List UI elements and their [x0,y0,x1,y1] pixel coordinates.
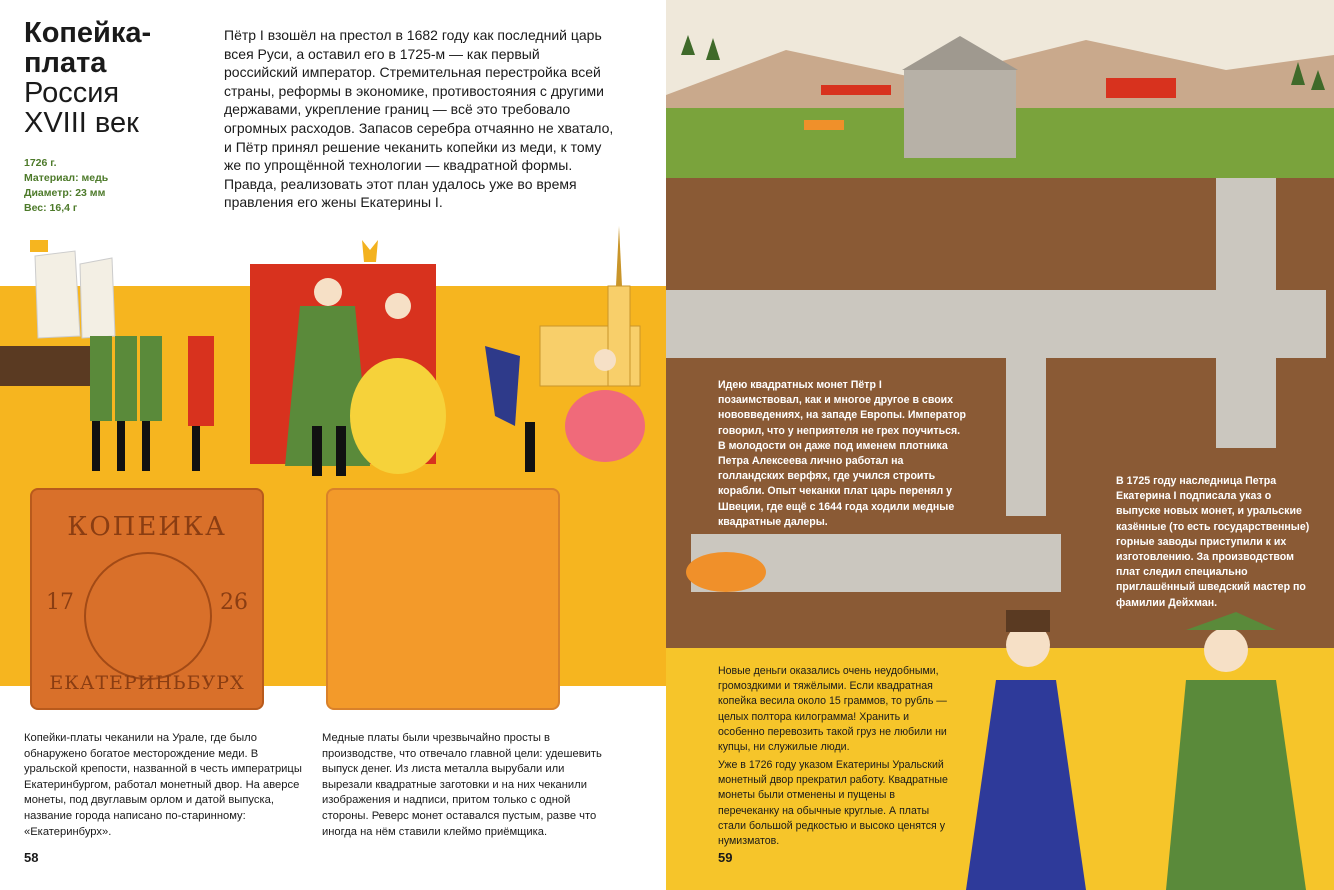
coin-year-left: 17 [46,590,74,615]
right-page [666,0,1334,890]
text-peter-idea: Идею квадратных монет Пётр I позаимствовал, как и многое другое в своих нововведениях, на западе Европы. Император говорил, что у неприятеля не грех поучиться. В молодости он даже под именем плотника Петра Алексеева лично работал на голландских верфях, где учился строить корабли. Опыт чеканки плат царь перенял у Швеции, где ещё с 1644 года ходили медные квадратные далеры. [718,379,967,528]
soldiers-illustration [90,336,214,471]
text-inconvenient-money: Новые деньги оказались очень неудобными, громоздкими и тяжёлыми. Если квадратная копейка весила около 15 граммов, то рубль — целых полтора килограмма! Хранить и особенно перевозить такой груз не любили ни купцы, ни служилые люди. [718,665,947,754]
coin-specs [24,156,108,216]
page-number-right: 59 [718,850,733,865]
coin-reverse [326,488,560,710]
mine-shed [904,70,1016,158]
coin-inscription-top: КОПЕИКА [67,512,227,542]
cathedral-illustration [540,226,640,386]
text-mint-closed: Уже в 1726 году указом Екатерины Уральский монетный двор прекратил работу. Квадратные монеты были отменены и пущены в перечеканку на обычные круглые. А платы стали большой редкостью и высоко ценятся у нумизматов. [718,759,948,848]
caption-left: Копейки-платы чеканили на Урале, где было обнаружено богатое месторождение меди. В уральской крепости, названной в честь императрицы Екатеринбургом, работал монетный двор. На аверсе монеты, под двуглавым орлом и датой выпуска, название города написано по-старинному: «Екатеринбурх». [24,732,302,838]
title-century: XVIII век [24,107,139,139]
coin-inscription-bottom: ЕКАТЕРИНЬБУРХ [49,672,245,694]
spec-diameter: Диаметр: 23 мм [24,187,106,199]
spec-weight: Вес: 16,4 г [24,202,78,214]
coin-eagle-emblem [84,552,212,680]
spec-year: 1726 г. [24,157,57,169]
courtier-figure [485,346,535,472]
title-country: Россия [24,77,120,109]
mine-shaft [1006,356,1046,516]
court-scene-illustration [0,226,666,486]
intro-paragraph: Пётр I взошёл на престол в 1682 году как последний царь всея Руси, а оставил его в 1725-м — как первый российский император. Стремительная перестройка всей страны, реформы в экономике, противостояния с другими державами, укрепление границ — всё это требовало огромных расходов. Запасов серебра отчаянно не хватало, и Пётр принял решение чеканить копейки из меди, к тому же по упрощённой технологии — квадратной формы. Правда, реализовать этот план удалось уже во время правления его жены Екатерины I. [224,27,614,211]
text-catherine-decree: В 1725 году наследница Петра Екатерина I подписала указ о выпуске новых монет, и уральские казённые (то есть государственные) горные заводы приступили к их изготовлению. За производством плат следил специально приглашённый шведский мастер по фамилии Дейхман. [1116,475,1310,609]
caption-middle: Медные платы были чрезвычайно просты в производстве, что отвечало главной цели: удешевить выпуск денег. Из листа металла вырубали или вырезали квадратные заготовки и на них чеканили изображения и надписи, притом только с одной стороны. Реверс монет оставался пустым, разве что иногда на нём ставили клеймо приёмщика. [322,732,602,838]
coin-year-right: 26 [220,590,248,615]
page-title [24,18,151,138]
title-bold: Копейка- плата [24,17,152,79]
coin-obverse [30,488,264,710]
left-page [0,0,666,890]
page-number-left: 58 [24,850,39,865]
double-headed-eagle [362,240,378,262]
mine-shaft-right [1216,178,1276,448]
spec-material: Материал: медь [24,172,109,184]
